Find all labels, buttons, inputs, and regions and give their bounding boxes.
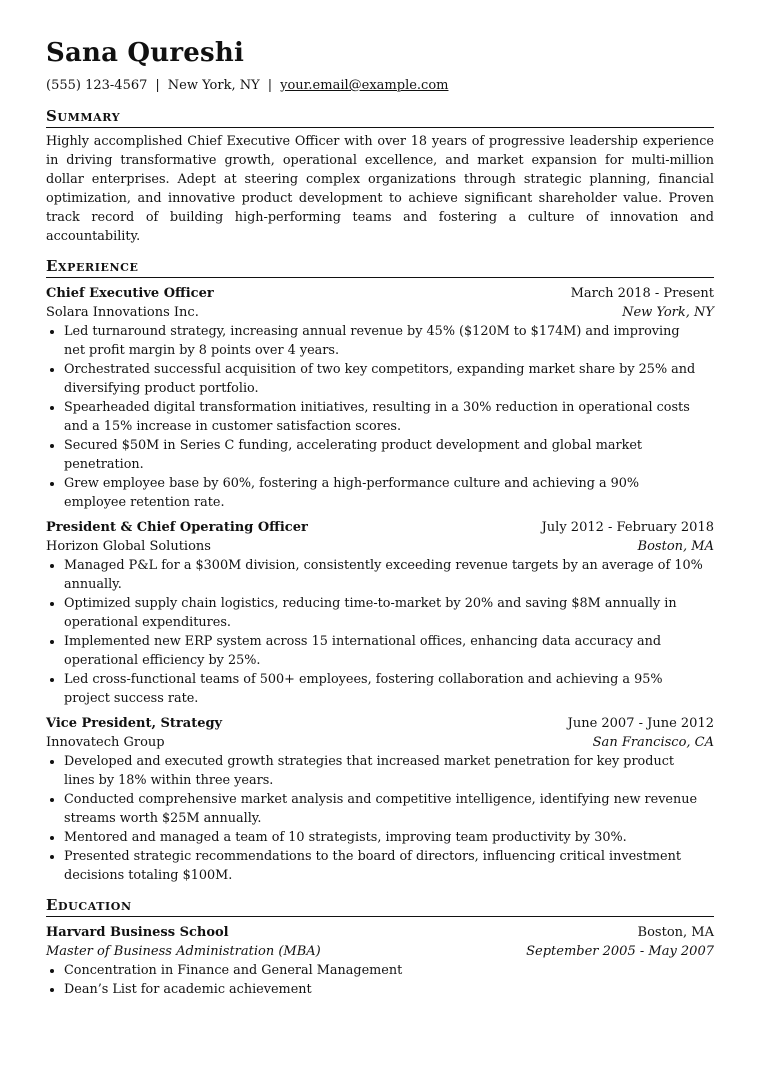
bullet-item: Secured $50M in Series C funding, accelerating product development and global market penetration.	[64, 436, 714, 474]
education-dates: September 2005 - May 2007	[526, 944, 714, 959]
bullet-item: Grew employee base by 60%, fostering a high-performance culture and achieving a 90% employee retention rate.	[64, 474, 714, 512]
education-section	[46, 895, 714, 999]
school-location: Boston, MA	[637, 925, 714, 940]
job-company: Horizon Global Solutions	[46, 539, 211, 554]
bullet-item: Led cross-functional teams of 500+ employees, fostering collaboration and achieving a 95% project success rate.	[64, 670, 714, 708]
bullet-item: Conducted comprehensive market analysis and competitive intelligence, identifying new revenue streams worth $25M annually.	[64, 790, 714, 828]
section-title-experience: Experience	[46, 256, 714, 278]
section-title-education: Education	[46, 895, 714, 917]
bullet-item: Implemented new ERP system across 15 international offices, enhancing data accuracy and operational efficiency by 25%.	[64, 632, 714, 670]
bullet-item: Spearheaded digital transformation initiatives, resulting in a 30% reduction in operational costs and a 15% increase in customer satisfaction scores.	[64, 398, 714, 436]
resume-page	[46, 36, 714, 999]
job-entry	[46, 518, 714, 708]
bullet-item: Concentration in Finance and General Management	[64, 961, 714, 980]
phone-number: (555) 123-4567	[46, 78, 148, 93]
job-dates: July 2012 - February 2018	[541, 520, 714, 535]
candidate-name: Sana Qureshi	[46, 38, 245, 68]
bullet-item: Optimized supply chain logistics, reducing time-to-market by 20% and saving $8M annually in operational expenditures.	[64, 594, 714, 632]
job-bullets	[46, 322, 714, 512]
bullet-item: Presented strategic recommendations to the board of directors, influencing critical investment decisions totaling $100M.	[64, 847, 714, 885]
job-company: Solara Innovations Inc.	[46, 305, 199, 320]
job-location: New York, NY	[622, 305, 714, 320]
job-role: President & Chief Operating Officer	[46, 520, 308, 535]
summary-section	[46, 106, 714, 246]
school-name: Harvard Business School	[46, 925, 229, 940]
job-company: Innovatech Group	[46, 735, 165, 750]
job-dates: June 2007 - June 2012	[567, 716, 714, 731]
job-location: Boston, MA	[637, 539, 714, 554]
bullet-item: Dean’s List for academic achievement	[64, 980, 714, 999]
contact-separator: |	[267, 78, 273, 93]
job-bullets	[46, 752, 714, 885]
job-bullets	[46, 556, 714, 708]
summary-text: Highly accomplished Chief Executive Officer with over 18 years of progressive leadership experience in driving transformative growth, operational excellence, and market expansion for multi-million dollar enterprises. Adept at steering complex organizations through strategic planning, financial optimization, and innovative product development to achieve significant shareholder value. Proven track record of building high-performing teams and fostering a culture of innovation and accountability.	[46, 134, 714, 244]
bullet-item: Developed and executed growth strategies that increased market penetration for key product lines by 18% within three years.	[64, 752, 714, 790]
experience-section	[46, 256, 714, 885]
bullet-item: Led turnaround strategy, increasing annual revenue by 45% ($120M to $174M) and improving net profit margin by 8 points over 4 years.	[64, 322, 714, 360]
education-entry	[46, 923, 714, 999]
bullet-item: Managed P&L for a $300M division, consistently exceeding revenue targets by an average of 10% annually.	[64, 556, 714, 594]
job-role: Vice President, Strategy	[46, 716, 223, 731]
contact-line	[46, 76, 714, 96]
bullet-item: Mentored and managed a team of 10 strategists, improving team productivity by 30%.	[64, 828, 714, 847]
location-text: New York, NY	[167, 78, 260, 93]
job-role: Chief Executive Officer	[46, 286, 214, 301]
email-link[interactable]: your.email@example.com	[280, 78, 449, 93]
job-location: San Francisco, CA	[592, 735, 714, 750]
job-dates: March 2018 - Present	[570, 286, 714, 301]
education-bullets	[46, 961, 714, 999]
section-title-summary: Summary	[46, 106, 714, 128]
degree-name: Master of Business Administration (MBA)	[46, 944, 321, 959]
bullet-item: Orchestrated successful acquisition of two key competitors, expanding market share by 25% and diversifying product portfolio.	[64, 360, 714, 398]
contact-separator: |	[155, 78, 160, 93]
job-entry	[46, 284, 714, 512]
job-entry	[46, 714, 714, 885]
